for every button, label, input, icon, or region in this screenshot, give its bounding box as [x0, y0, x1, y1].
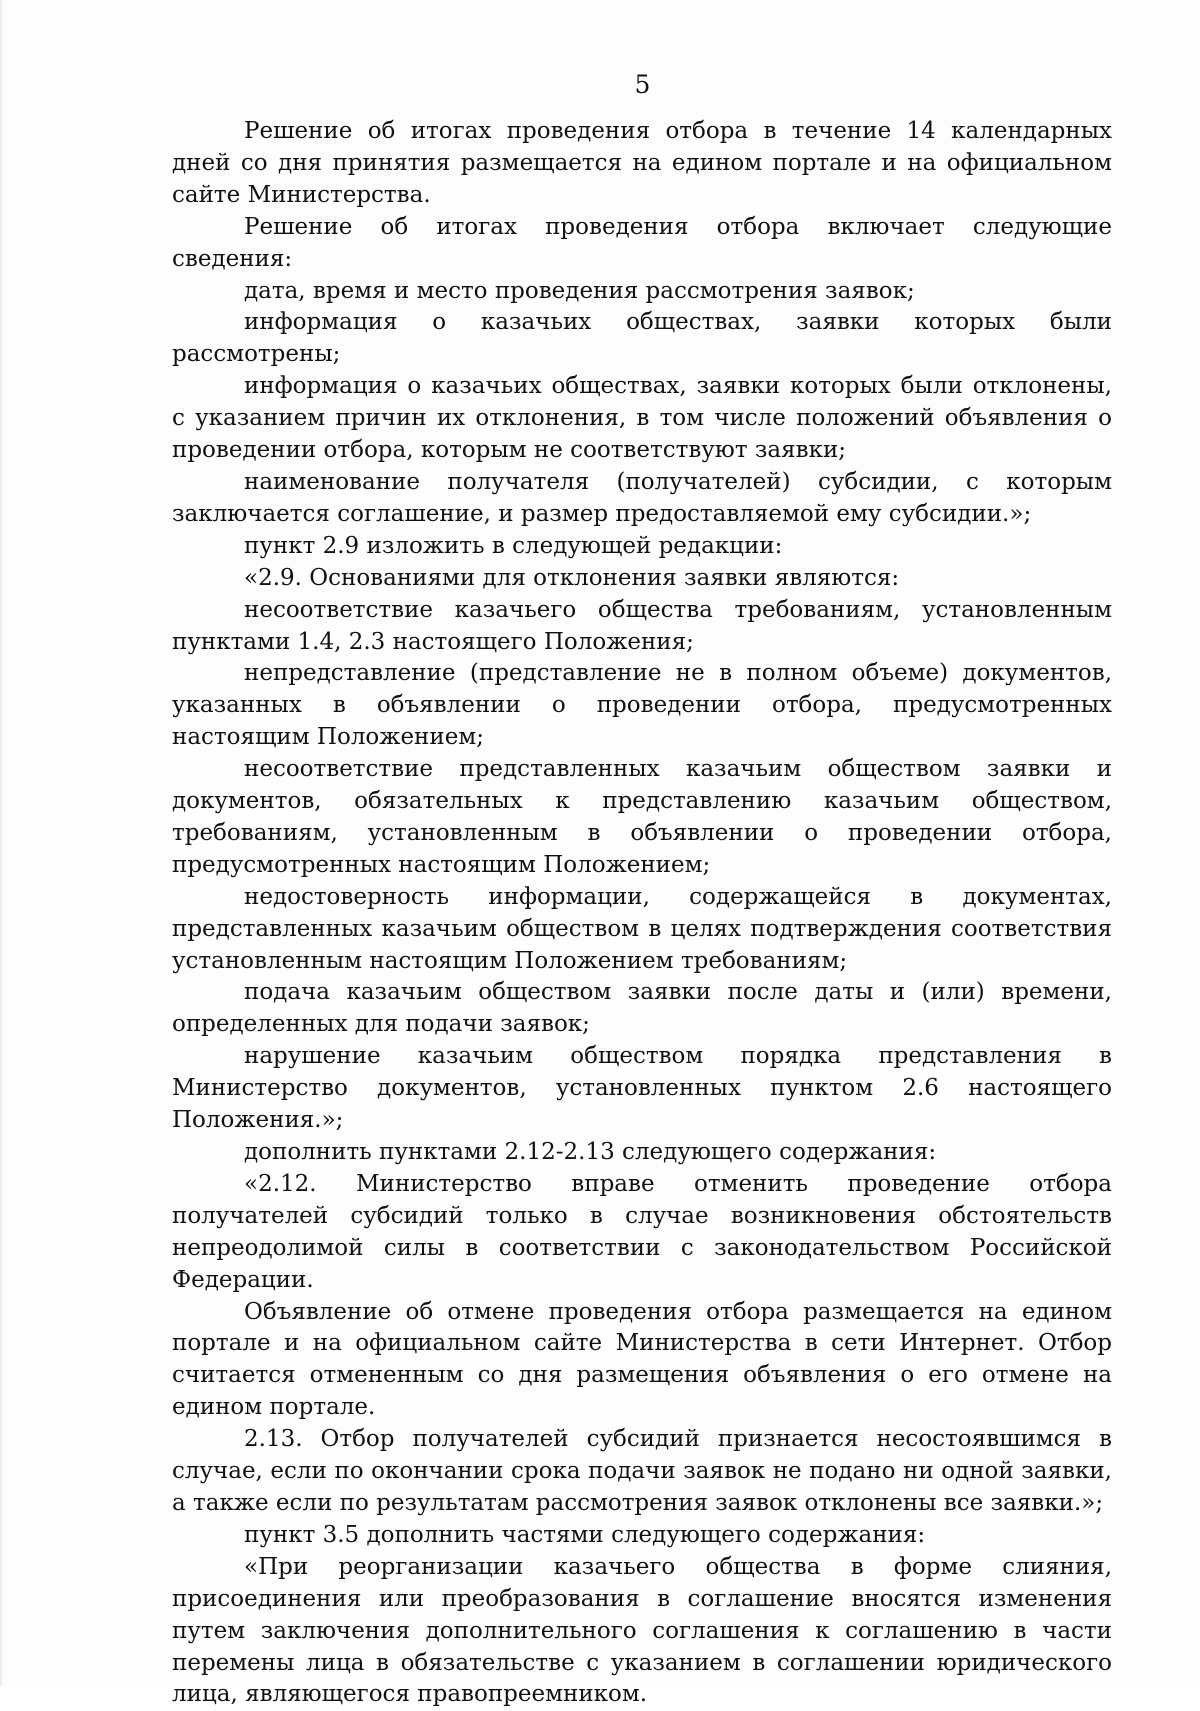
paragraph: 2.13. Отбор получателей субсидий признается несостоявшимся в случае, если по окончании срока подачи заявок не подано ни одной заявки, а также если по результатам рассмотрения заявок отклонены все заявки.»; [172, 1426, 1112, 1516]
paragraph: «2.9. Основаниями для отклонения заявки являются: [244, 564, 900, 591]
paragraph: информация о казачьих обществах, заявки которых были рассмотрены; [172, 309, 1112, 368]
paragraph: подача казачьим обществом заявки после даты и (или) времени, определенных для подачи заявок; [172, 979, 1112, 1038]
scan-edge [0, 0, 3, 1686]
paragraph: непредставление (представление не в полном объеме) документов, указанных в объявлении о проведении отбора, предусмотренных настоящим Положением; [172, 660, 1112, 751]
paragraph: Решение об итогах проведения отбора в течение 14 календарных дней со дня принятия размещается на едином портале и на официальном сайте Министерства. [172, 118, 1112, 208]
page-number: 5 [634, 70, 651, 99]
paragraph: Решение об итогах проведения отбора включает следующие сведения: [172, 213, 1112, 272]
paragraph: «2.12. Министерство вправе отменить проведение отбора получателей субсидий только в случае возникновения обстоятельств непреодолимой силы в соответствии с законодательством Российской Федерации. [172, 1170, 1112, 1293]
paragraph: пункт 3.5 дополнить частями следующего содержания: [244, 1521, 926, 1548]
paragraph: пункт 2.9 изложить в следующей редакции: [244, 532, 783, 559]
paragraph: дополнить пунктами 2.12-2.13 следующего содержания: [244, 1139, 937, 1165]
paragraph: информация о казачьих обществах, заявки которых были отклонены, с указанием причин их отклонения, в том числе положений объявления о проведении отбора, которым не соответствуют заявки; [172, 373, 1112, 464]
paragraph: нарушение казачьим обществом порядка представления в Министерство документов, установленных пунктом 2.6 настоящего Положения.»; [172, 1043, 1112, 1134]
paragraph: недостоверность информации, содержащейся в документах, представленных казачьим обществом в целях подтверждения соответствия установленным настоящим Положением требованиям; [172, 883, 1112, 974]
paragraph: наименование получателя (получателей) субсидии, с которым заключается соглашение, и размер предоставляемой ему субсидии.»; [172, 468, 1112, 527]
paragraph: «При реорганизации казачьего общества в форме слияния, присоединения или преобразования в соглашение вносятся изменения путем заключения дополнительного соглашения к соглашению в части перемены лица в обязательстве с указанием в соглашении юридического лица, являющегося правопреемником. [172, 1553, 1112, 1708]
paragraph: Объявление об отмене проведения отбора размещается на едином портале и на официальном сайте Министерства в сети Интернет. Отбор считается отмененным со дня размещения объявления о его отмене на едином портале. [172, 1298, 1112, 1421]
paragraph: дата, время и место проведения рассмотрения заявок; [244, 277, 915, 304]
paragraph: несоответствие казачьего общества требованиям, установленным пунктами 1.4, 2.3 настоящего Положения; [172, 596, 1112, 655]
paragraph: несоответствие представленных казачьим обществом заявки и документов, обязательных к представлению казачьим обществом, требованиям, установленным в объявлении о проведении отбора, предусмотренных настоящим Положением; [172, 756, 1112, 878]
document-body [172, 116, 1112, 1711]
